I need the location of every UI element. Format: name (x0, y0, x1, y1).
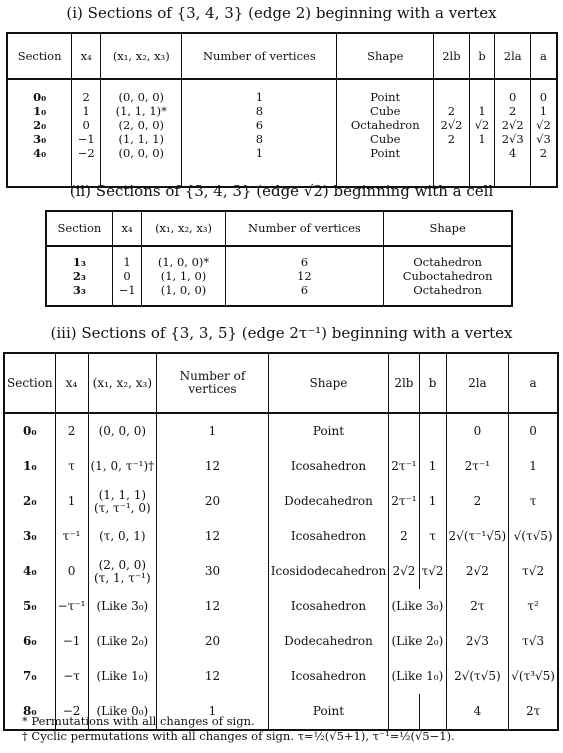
table-cell: 30 (157, 554, 269, 589)
table-cell: 6 (225, 246, 384, 269)
section-cell: 7₀ (4, 659, 55, 694)
section-cell: 8₀ (4, 694, 55, 730)
table-cell: 0 (446, 413, 509, 449)
table-cell: (1, 1, 1) (τ, τ⁻¹, 0) (88, 484, 157, 519)
table-cell: 2τ⁻¹ (389, 449, 419, 484)
column-header: x₄ (72, 33, 101, 79)
table-cell: τ² (509, 589, 558, 624)
table-cell: 0 (72, 118, 101, 132)
table-cell: Octahedron (384, 246, 512, 269)
header-row (46, 211, 512, 246)
column-header: Section (46, 211, 112, 246)
footnote-permutations: * Permutations with all changes of sign. (22, 714, 255, 728)
table-cell: (1, 1, 1)* (101, 104, 182, 118)
table-cell (434, 79, 469, 104)
column-header: (x₁, x₂, x₃) (142, 211, 225, 246)
table-cell: (Like 2₀) (389, 624, 446, 659)
column-header: x₄ (55, 353, 88, 413)
table-cell: (τ, 0, 1) (88, 519, 157, 554)
column-header: Shape (337, 33, 434, 79)
table-cell: Icosahedron (268, 449, 388, 484)
caption-table-1: (i) Sections of {3, 4, 3} (edge 2) beginning with a vertex (66, 4, 497, 22)
table-cell (469, 146, 495, 187)
table-cell: τ (419, 519, 446, 554)
column-header: Shape (384, 211, 512, 246)
table-cell: (Like 2₀) (88, 624, 157, 659)
sections-table-2 (45, 210, 513, 307)
table-cell: 12 (157, 659, 269, 694)
table-cell: 6 (225, 283, 384, 306)
table-cell: Octahedron (337, 118, 434, 132)
table-cell: 2√(τ√5) (446, 659, 509, 694)
section-cell: 0₀ (7, 79, 72, 104)
table-cell: τ⁻¹ (55, 519, 88, 554)
table-cell: 0 (530, 79, 557, 104)
table-cell: 1 (182, 79, 337, 104)
footnotes (22, 714, 455, 744)
table-cell: (Like 0₀) (88, 694, 157, 730)
table-cell: 20 (157, 624, 269, 659)
table-cell: 0 (495, 79, 530, 104)
column-header: 2lb (389, 353, 419, 413)
table-cell: 2√3 (495, 132, 530, 146)
table-cell (419, 413, 446, 449)
table-cell: Point (337, 79, 434, 104)
table-cell: 0 (112, 269, 142, 283)
section-cell: 5₀ (4, 589, 55, 624)
table-cell: 12 (157, 589, 269, 624)
column-header: b (469, 33, 495, 79)
table-cell: 4 (495, 146, 530, 187)
table-cell: √2 (469, 118, 495, 132)
table-cell: 1 (419, 449, 446, 484)
table-cell: Icosahedron (268, 589, 388, 624)
table-row (7, 132, 557, 146)
table-cell: √(τ√5) (509, 519, 558, 554)
column-header: 2la (446, 353, 509, 413)
caption-table-2: (ii) Sections of {3, 4, 3} (edge √2) beginning with a cell (69, 182, 494, 200)
section-cell: 0₀ (4, 413, 55, 449)
table-cell: 1 (182, 146, 337, 187)
table-cell: τ√2 (509, 554, 558, 589)
table-cell: √3 (530, 132, 557, 146)
table-cell: Point (268, 694, 388, 730)
table-row (46, 269, 512, 283)
column-header: (x₁, x₂, x₃) (101, 33, 182, 79)
table-cell: 2√3 (446, 624, 509, 659)
column-header: a (530, 33, 557, 79)
table-cell: −2 (55, 694, 88, 730)
section-cell: 2₀ (7, 118, 72, 132)
section-cell: 1₀ (7, 104, 72, 118)
section-cell: 6₀ (4, 624, 55, 659)
table-cell: 2√2 (495, 118, 530, 132)
table-cell: −1 (55, 624, 88, 659)
table-cell: 2 (434, 132, 469, 146)
table-cell: Dodecahedron (268, 484, 388, 519)
table-cell: 2 (530, 146, 557, 187)
table-row (46, 283, 512, 306)
table-cell: τ (509, 484, 558, 519)
table-cell: (Like 3₀) (389, 589, 446, 624)
header-row (7, 33, 557, 79)
table-cell: 2 (72, 79, 101, 104)
table-cell: 2τ⁻¹ (389, 484, 419, 519)
table-cell: −2 (72, 146, 101, 187)
table-cell: Icosidodecahedron (268, 554, 388, 589)
table-cell: 1 (530, 104, 557, 118)
table-cell: 20 (157, 484, 269, 519)
sections-table-1 (6, 32, 558, 188)
table-cell: −1 (72, 132, 101, 146)
table-cell: 12 (225, 269, 384, 283)
table-cell: 2τ (509, 694, 558, 730)
table-row (7, 79, 557, 104)
table-cell: √2 (530, 118, 557, 132)
table-cell: (1, 0, τ⁻¹)† (88, 449, 157, 484)
header-row (4, 353, 558, 413)
table-cell: 6 (182, 118, 337, 132)
table-cell (434, 146, 469, 187)
table-cell: Cube (337, 132, 434, 146)
table-cell: 4 (446, 694, 509, 730)
table-cell: 1 (469, 132, 495, 146)
table-cell: τ√2 (419, 554, 446, 589)
table-cell: 1 (72, 104, 101, 118)
column-header: (x₁, x₂, x₃) (88, 353, 157, 413)
section-cell: 2₃ (46, 269, 112, 283)
table-cell: 2√2 (446, 554, 509, 589)
column-header: 2la (495, 33, 530, 79)
table-row (7, 118, 557, 132)
column-header: Shape (268, 353, 388, 413)
table-cell: 2√2 (434, 118, 469, 132)
table-row (4, 554, 558, 589)
table-cell: −τ (55, 659, 88, 694)
table-cell: 2 (389, 519, 419, 554)
table-cell: Point (268, 413, 388, 449)
table-cell: 2τ⁻¹ (446, 449, 509, 484)
column-header: Number of vertices (157, 353, 269, 413)
table-cell: (Like 3₀) (88, 589, 157, 624)
table-cell: (Like 1₀) (389, 659, 446, 694)
table-cell: 0 (509, 413, 558, 449)
table-cell: τ (55, 449, 88, 484)
table-cell: Cuboctahedron (384, 269, 512, 283)
table-cell: (Like 1₀) (88, 659, 157, 694)
table-cell: τ√3 (509, 624, 558, 659)
table-cell: Icosahedron (268, 659, 388, 694)
sections-table-3 (3, 352, 559, 731)
table-cell: Icosahedron (268, 519, 388, 554)
table-cell: 1 (157, 694, 269, 730)
table-cell: 12 (157, 449, 269, 484)
table-cell: −1 (112, 283, 142, 306)
table-cell: 2√2 (389, 554, 419, 589)
table-row (4, 519, 558, 554)
table-row (4, 413, 558, 449)
table-cell: (0, 0, 0) (101, 79, 182, 104)
table-cell: 1 (509, 449, 558, 484)
table-cell: 8 (182, 104, 337, 118)
table-cell: Cube (337, 104, 434, 118)
column-header: a (509, 353, 558, 413)
table-cell: (1, 0, 0)* (142, 246, 225, 269)
table-cell: 2√(τ⁻¹√5) (446, 519, 509, 554)
table-row (7, 146, 557, 187)
table-cell (389, 413, 419, 449)
column-header: 2lb (434, 33, 469, 79)
section-cell: 4₀ (4, 554, 55, 589)
table-cell: (1, 0, 0) (142, 283, 225, 306)
table-cell: (1, 1, 1) (101, 132, 182, 146)
table-cell: (2, 0, 0) (101, 118, 182, 132)
table-cell: 2 (434, 104, 469, 118)
table-cell: −τ⁻¹ (55, 589, 88, 624)
footnote-cyclic: † Cyclic permutations with all changes of sign. τ=½(√5+1), τ⁻¹=½(√5−1). (22, 729, 455, 743)
table-cell: (0, 0, 0) (101, 146, 182, 187)
section-cell: 3₃ (46, 283, 112, 306)
table-cell: 1 (157, 413, 269, 449)
table-cell: (2, 0, 0) (τ, 1, τ⁻¹) (88, 554, 157, 589)
table-cell: √(τ³√5) (509, 659, 558, 694)
table-cell: 2 (446, 484, 509, 519)
table-row (4, 449, 558, 484)
section-cell: 1₀ (4, 449, 55, 484)
column-header: b (419, 353, 446, 413)
table-cell: 2 (495, 104, 530, 118)
table-cell (469, 79, 495, 104)
table-cell: 1 (419, 484, 446, 519)
table-row (4, 659, 558, 694)
table-cell: 12 (157, 519, 269, 554)
table-cell: (1, 1, 0) (142, 269, 225, 283)
column-header: Number of vertices (225, 211, 384, 246)
table-cell: Octahedron (384, 283, 512, 306)
section-cell: 3₀ (7, 132, 72, 146)
table-cell: 2 (55, 413, 88, 449)
table-cell: 1 (55, 484, 88, 519)
section-cell: 2₀ (4, 484, 55, 519)
table-cell: 8 (182, 132, 337, 146)
column-header: Section (4, 353, 55, 413)
section-cell: 4₀ (7, 146, 72, 187)
table-cell: 2τ (446, 589, 509, 624)
table-cell: 1 (112, 246, 142, 269)
table-cell: 0 (55, 554, 88, 589)
section-cell: 3₀ (4, 519, 55, 554)
table-cell: 1 (469, 104, 495, 118)
column-header: Number of vertices (182, 33, 337, 79)
table-row (4, 484, 558, 519)
table-row (4, 589, 558, 624)
table-cell: Point (337, 146, 434, 187)
table-row (46, 246, 512, 269)
column-header: x₄ (112, 211, 142, 246)
table-cell: Dodecahedron (268, 624, 388, 659)
section-cell: 1₃ (46, 246, 112, 269)
table-cell: (0, 0, 0) (88, 413, 157, 449)
table-row (7, 104, 557, 118)
table-row (4, 624, 558, 659)
caption-table-3: (iii) Sections of {3, 3, 5} (edge 2τ⁻¹) beginning with a vertex (50, 324, 513, 342)
column-header: Section (7, 33, 72, 79)
